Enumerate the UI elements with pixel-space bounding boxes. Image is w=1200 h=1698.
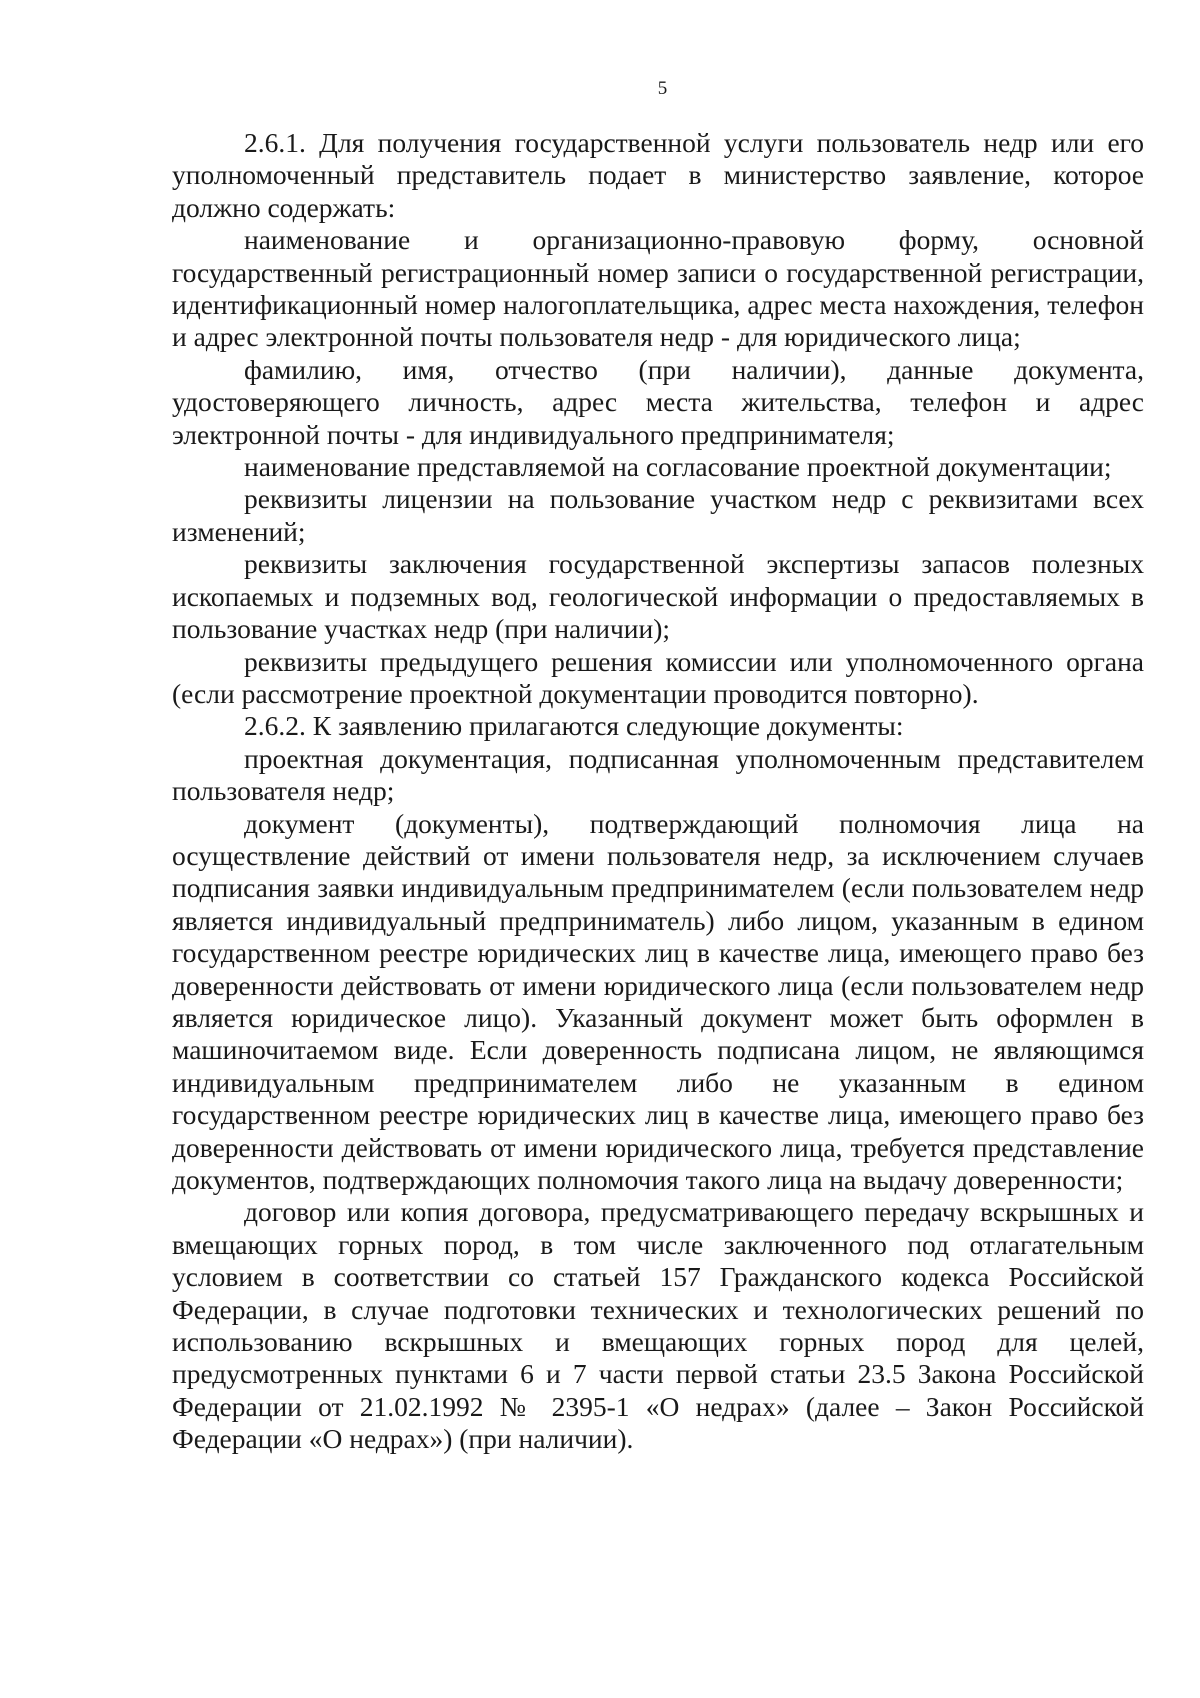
paragraph-authority-documents: документ (документы), подтверждающий полномочия лица на осуществление действий от имени пользователя недр, за исключением случаев подписания заявки индивидуальным предпринимателем (если пользователем недр является индивидуальный предприниматель) либо лицом, указанным в едином государственном реестре юридических лиц в качестве лица, имеющего право без доверенности действовать от имени юридического лица (если пользователем недр является юридическое лицо). Указанный документ может быть оформлен в машиночитаемом виде. Если доверенность подписана лицом, не являющимся индивидуальным предпринимателем либо не указанным в едином государственном реестре юридических лиц в качестве лица, имеющего право без доверенности действовать от имени юридического лица, требуется представление документов, подтверждающих полномочия такого лица на выдачу доверенности;	[172, 807, 1144, 1195]
paragraph-2-6-1: 2.6.1. Для получения государственной услуги пользователь недр или его уполномоченный представитель подает в министерство заявление, которое должно содержать:	[172, 127, 1144, 223]
paragraph-expertise-details: реквизиты заключения государственной экспертизы запасов полезных ископаемых и подземных вод, геологической информации о предоставляемых в пользование участках недр (при наличии);	[172, 548, 1144, 645]
paragraph-contract: договор или копия договора, предусматривающего передачу вскрышных и вмещающих горных пород, в том числе заключенного под отлагательным условием в соответствии со статьей 157 Гражданского кодекса Российской Федерации, в случае подготовки технических и технологических решений по использованию вскрышных и вмещающих горных пород для целей, предусмотренных пунктами 6 и 7 части первой статьи 23.5 Закона Российской Федерации от 21.02.1992 № 2395-1 «О недрах» (далее – Закон Российской Федерации «О недрах») (при наличии).	[172, 1196, 1144, 1455]
paragraph-documentation-name: наименование представляемой на согласование проектной документации;	[244, 451, 1112, 483]
paragraph-project-documentation: проектная документация, подписанная уполномоченным представителем пользователя недр;	[172, 742, 1144, 807]
paragraph-2-6-2: 2.6.2. К заявлению прилагаются следующие документы:	[244, 710, 904, 742]
paragraph-legal-entity-details: наименование и организационно-правовую форму, основной государственный регистрационный номер записи о государственной регистрации, идентификационный номер налогоплательщика, адрес места нахождения, телефон и адрес электронной почты пользователя недр - для юридического лица;	[172, 224, 1144, 353]
document-body	[172, 127, 1144, 1456]
page-number: 5	[657, 78, 668, 99]
paragraph-individual-entrepreneur-details: фамилию, имя, отчество (при наличии), данные документа, удостоверяющего личность, адрес места жительства, телефон и адрес электронной почты - для индивидуального предпринимателя;	[172, 353, 1144, 450]
paragraph-license-details: реквизиты лицензии на пользование участком недр с реквизитами всех изменений;	[172, 483, 1144, 547]
paragraph-previous-decision: реквизиты предыдущего решения комиссии или уполномоченного органа (если рассмотрение проектной документации проводится повторно).	[172, 645, 1144, 709]
